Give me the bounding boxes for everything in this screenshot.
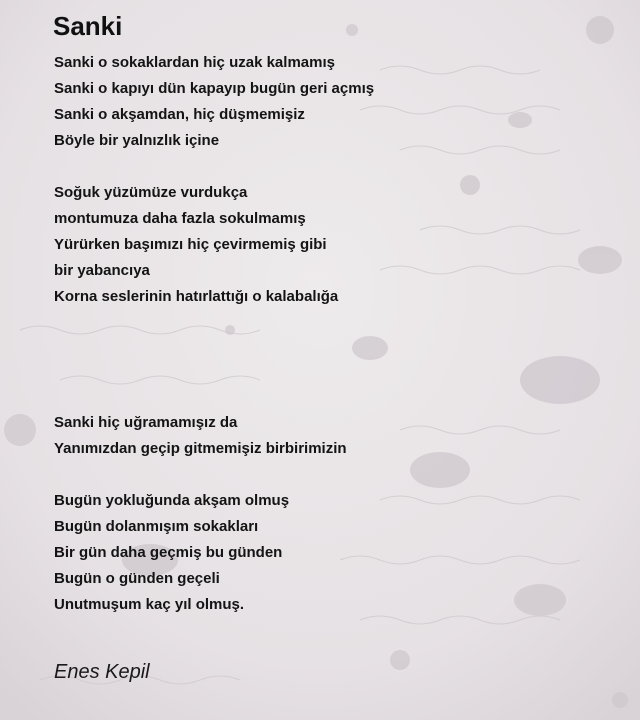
poem-author: Enes Kepil [54,661,150,683]
poem-line: Sanki o akşamdan, hiç düşmemişiz [54,106,305,123]
poem-line: Sanki o kapıyı dün kapayıp bugün geri açmış [54,80,375,97]
poem-stanza-4 [54,488,289,618]
poem-title: Sanki [53,11,123,41]
poem-line: Bugün yokluğunda akşam olmuş [54,492,290,509]
poem-line: Sanki o sokaklardan hiç uzak kalmamış [54,54,335,71]
poem-line: Böyle bir yalnızlık içine [54,132,220,149]
poem-line: Sanki hiç uğramamışız da [54,414,238,431]
poem-line: Korna seslerinin hatırlattığı o kalabalığa [54,288,339,305]
poem-line: Unutmuşum kaç yıl olmuş. [54,596,245,613]
poem-line: Bugün o günden geçeli [54,570,220,587]
poem-stanza-1 [54,50,374,154]
poem-line: bir yabancıya [54,262,150,279]
poem-line: Soğuk yüzümüze vurdukça [54,184,248,201]
poem-line: Bir gün daha geçmiş bu günden [54,544,283,561]
poem-line: montumuza daha fazla sokulmamış [54,210,306,227]
poem-stanza-3 [54,410,347,462]
poem-line: Bugün dolanmışım sokakları [54,518,259,535]
poem-line: Yürürken başımızı hiç çevirmemiş gibi [54,236,327,253]
poem-stanza-2 [54,180,338,310]
poem-line: Yanımızdan geçip gitmemişiz birbirimizin [54,440,347,457]
